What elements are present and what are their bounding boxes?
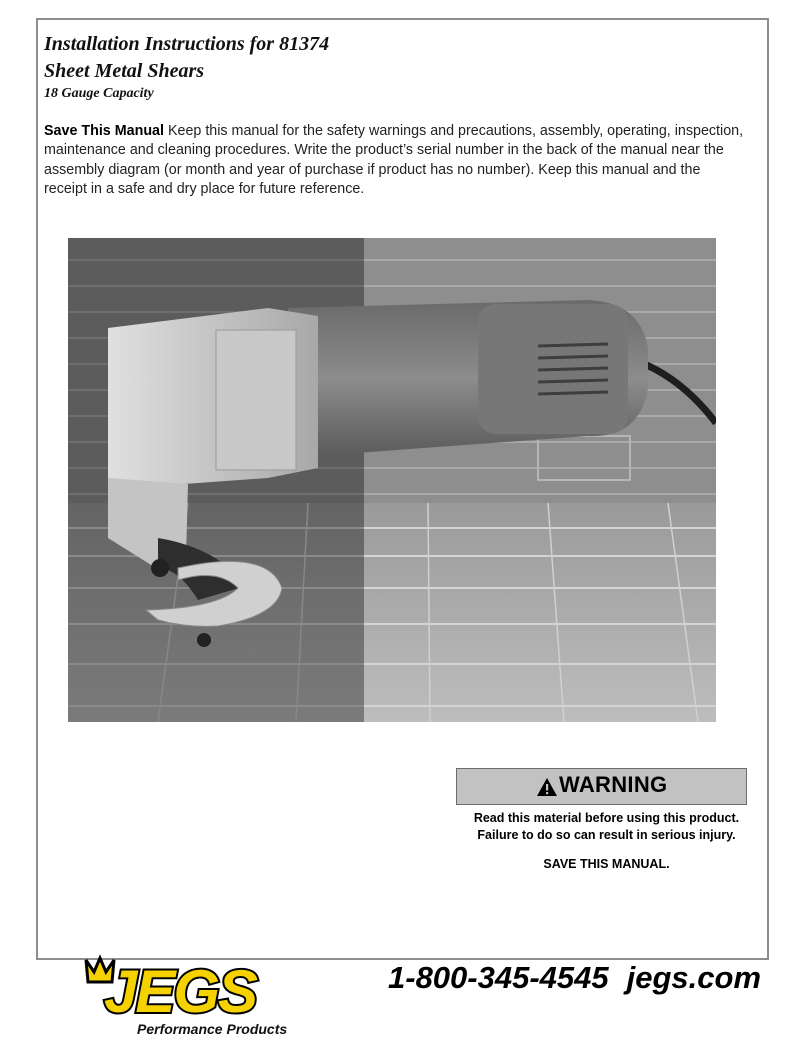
intro-lead: Save This Manual (44, 123, 164, 139)
save-manual-note: SAVE THIS MANUAL. (543, 857, 670, 871)
warning-banner (456, 768, 747, 805)
warning-line-1: Read this material before using this product. (473, 811, 740, 825)
contact-line (388, 960, 761, 996)
product-capacity: 18 Gauge Capacity (44, 86, 154, 101)
document-title: Installation Instructions for 81374 (44, 33, 330, 55)
brand-tagline: Performance Products (137, 1021, 288, 1037)
warning-heading: WARNING (559, 772, 668, 797)
product-name: Sheet Metal Shears (44, 60, 205, 82)
product-photo (68, 238, 716, 722)
intro-body: Keep this manual for the safety warnings and precautions, assembly, operating, inspection, maintenance and cleaning procedures. Write the product’s serial number in the back of the manual near the assembly diagram (or month and year of purchase if product has no number). Keep this manual and the receipt in a safe and dry place for future reference. (44, 123, 744, 197)
intro-paragraph (44, 122, 744, 199)
warning-line-2: Failure to do so can result in serious injury. (477, 828, 736, 842)
website-link[interactable]: jegs.com (626, 960, 762, 995)
warning-triangle-icon (536, 777, 558, 797)
svg-text:JEGS: JEGS (104, 958, 257, 1018)
jegs-logo (82, 952, 322, 1018)
phone-number[interactable]: 1-800-345-4545 (388, 960, 609, 995)
